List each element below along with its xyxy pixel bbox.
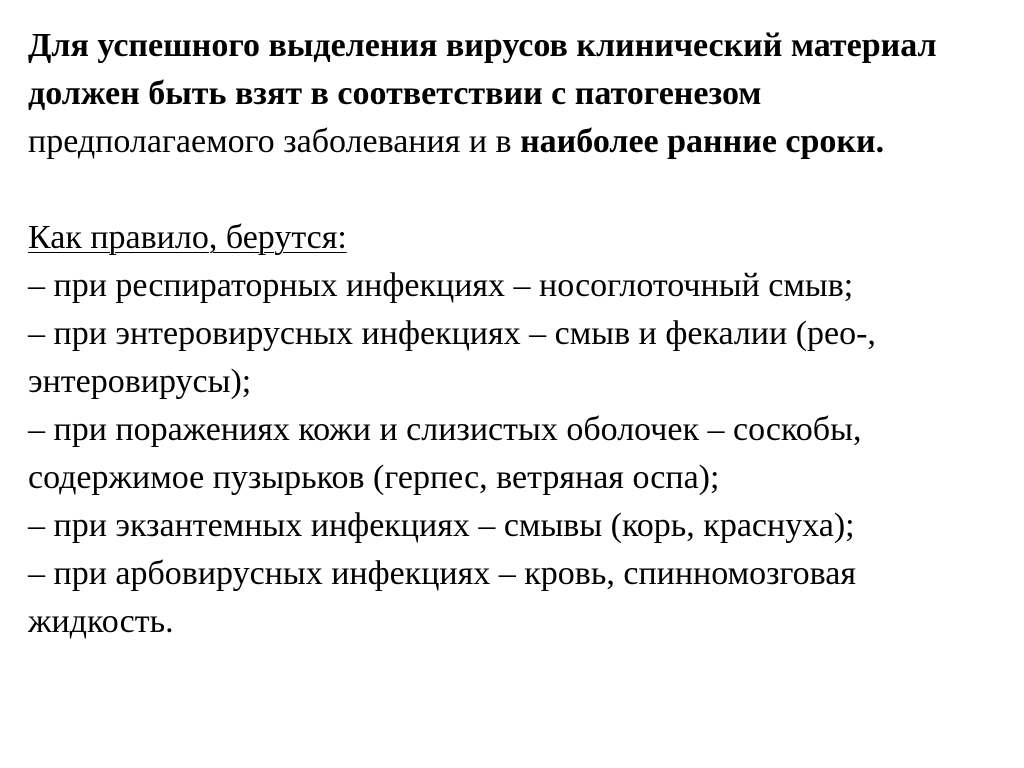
list-item-exanthem: – при экзантемных инфекциях – смывы (корь, краснуха); [28,507,855,544]
intro-normal-text: предполагаемого заболевания и в [28,123,521,160]
list-item-arboviral: – при арбовирусных инфекциях – кровь, спинномозговая жидкость. [28,555,856,640]
specimen-list [28,262,1000,646]
intro-bold-ending: наиболее ранние сроки. [520,123,885,160]
list-item-respiratory: – при респираторных инфекциях – носоглоточный смыв; [28,267,854,304]
intro-bold-text: Для успешного выделения вирусов клинический материал должен быть взят в соответствии с патогенезом [28,27,937,112]
list-heading: Как правило, берутся: [28,219,347,256]
intro-paragraph [28,22,1000,166]
paragraph-spacer [28,166,1000,214]
list-item-enteroviral: – при энтеровирусных инфекциях – смыв и фекалии (рео-, энтеровирусы); [28,315,876,400]
list-item-skin-mucosa: – при поражениях кожи и слизистых оболочек – соскобы, содержимое пузырьков (герпес, ветряная оспа); [28,411,862,496]
